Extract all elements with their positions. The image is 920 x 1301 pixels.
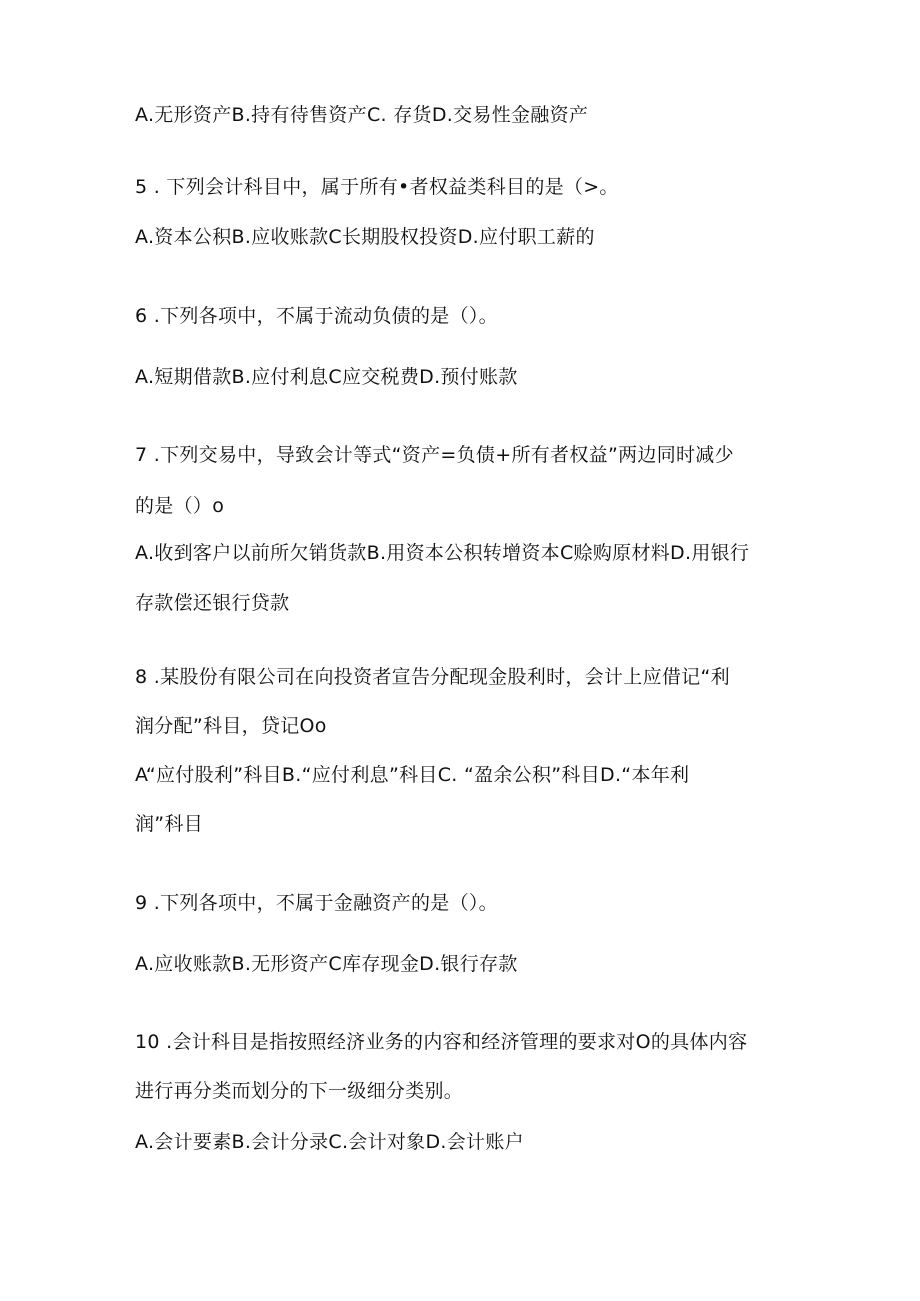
options-line-q7-1: A.收到客户以前所欠销货款B.用资本公积转增资本C赊购原材料D.用银行: [135, 542, 750, 564]
options-line-q4: A.无形资产B.持有待售资产C. 存货D.交易性金融资产: [135, 104, 589, 126]
question-8-line-2: 润分配”科目，贷记Oo: [135, 715, 327, 737]
question-9: 9 .下列各项中，不属于金融资产的是（）。: [135, 892, 498, 914]
options-line-q8-1: A“应付股利”科目B.“应付利息”科目C. “盈余公积”科目D.“本年利: [135, 764, 690, 786]
question-7-line-2: 的是（）o: [135, 495, 225, 517]
question-5: 5 . 下列会计科目中，属于所有•者权益类科目的是（>。: [135, 176, 619, 198]
options-line-q10: A.会计要素B.会计分录C.会计对象D.会计账户: [135, 1131, 524, 1153]
question-7-line-1: 7 .下列交易中，导致会计等式“资产=负债+所有者权益”两边同时减少: [135, 444, 734, 466]
question-8-line-1: 8 .某股份有限公司在向投资者宣告分配现金股利时，会计上应借记“利: [135, 666, 730, 688]
options-line-q6: A.短期借款B.应付利息C应交税费D.预付账款: [135, 366, 518, 388]
question-10-line-2: 进行再分类而划分的下一级细分类别。: [135, 1080, 464, 1102]
options-line-q7-2: 存款偿还银行贷款: [135, 592, 290, 614]
options-line-q5: A.资本公积B.应收账款C长期股权投资D.应付职工薪的: [135, 226, 595, 248]
options-line-q9: A.应收账款B.无形资产C库存现金D.银行存款: [135, 953, 518, 975]
options-line-q8-2: 润”科目: [135, 813, 204, 835]
question-6: 6 .下列各项中，不属于流动负债的是（）。: [135, 305, 498, 327]
question-10-line-1: 10 .会计科目是指按照经济业务的内容和经济管理的要求对O的具体内容: [135, 1031, 748, 1053]
